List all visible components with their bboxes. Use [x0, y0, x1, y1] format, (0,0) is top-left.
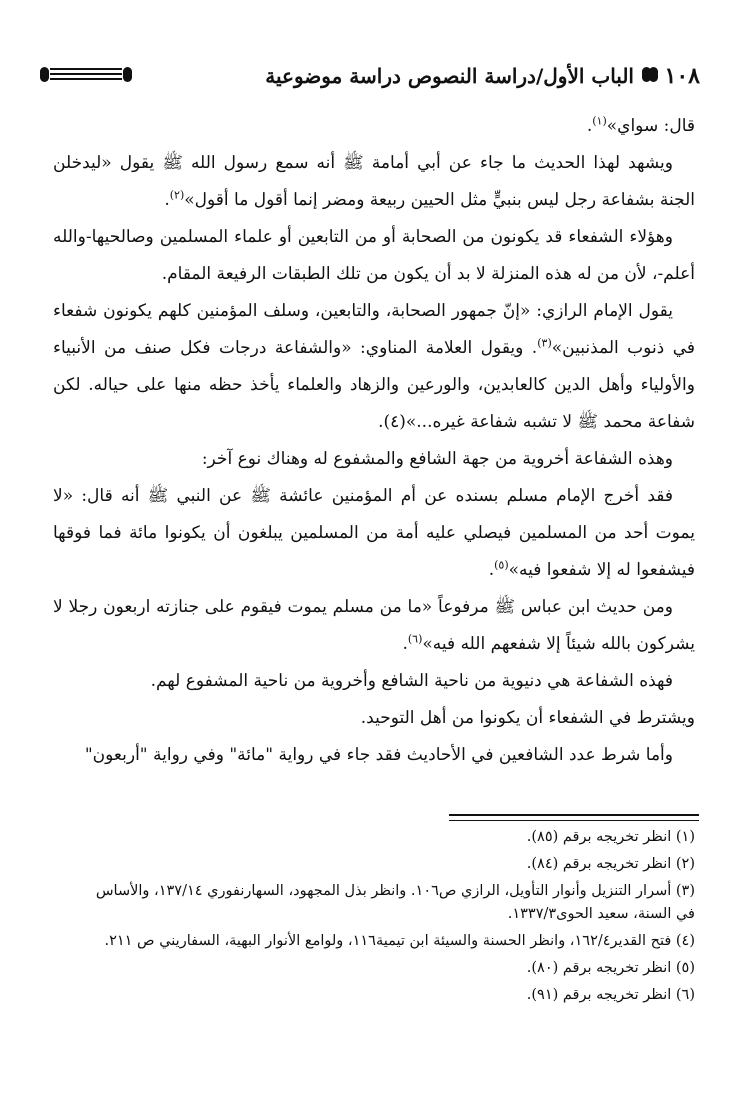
paragraph: فقد أخرج الإمام مسلم بسنده عن أم المؤمنين عائشة ﷺ عن النبي ﷺ أنه قال: «لا يموت أحد من المسلمين فيصلي عليه أمة من المسلمين يبلغون أن يكونوا مائة فما فوقها فيشفعوا له إلا شفعوا فيه»$^{(٥)}$.: [53, 486, 695, 580]
paragraph: وهؤلاء الشفعاء قد يكونون من الصحابة أو من التابعين أو علماء المسلمين وصالحيها-والله أعلم-، لأن من له هذه المنزلة لا بد أن يكون من تلك الطبقات الرفيعة المقام.: [53, 227, 695, 284]
footnotes: [75, 826, 695, 1011]
footnote: (٦) انظر تخريجه برقم (٩١).: [526, 987, 695, 1003]
footnote: (٣) أسرار التنزيل وأنوار التأويل، الرازي ص١٠٦. وانظر بذل المجهود، السهارنفوري ١٣٧/١٤، والأساس في السنة، سعيد الحوى١٣٣٧/٣.: [95, 883, 695, 922]
footnote: (٥) انظر تخريجه برقم (٨٠).: [526, 960, 695, 976]
paragraph: يقول الإمام الرازي: «إنّ جمهور الصحابة، والتابعين، وسلف المؤمنين كلهم يكونون شفعاء في ذنوب المذنبين»$^{(٣)}$. ويقول العلامة المناوي: «والشفاعة درجات فكل صنف من الأنبياء والأولياء وأهل الدين كالعابدين، والورعين والزهاد والعلماء يأخذ حظه منها على حياله. لكن شفاعة محمد ﷺ لا تشبه شفاعة غيره...»(٤).: [53, 301, 695, 432]
page-header: [40, 58, 700, 94]
paragraph: وأما شرط عدد الشافعين في الأحاديث فقد جاء في رواية "مائة" وفي رواية "أربعون": [84, 745, 673, 765]
footnote-ref[interactable]: (٣): [537, 336, 552, 350]
header-ornament-right: [642, 67, 658, 81]
paragraph: ومن حديث ابن عباس ﷺ مرفوعاً «ما من مسلم يموت فيقوم على جنازته اربعون رجلا لا يشركون بالله شيئاً إلا شفعهم الله فيه»$^{(٦)}$.: [53, 597, 695, 654]
paragraph: فهذه الشفاعة هي دنيوية من ناحية الشافع وأخروية من ناحية المشفوع لهم.: [150, 671, 673, 691]
footnote-separator: [449, 820, 699, 821]
footnote-ref[interactable]: (٥): [494, 558, 509, 572]
footnote-ref[interactable]: (٦): [407, 632, 423, 646]
header-ornament-left: [40, 67, 132, 81]
footnote: (٤) فتح القدير١٦٢/٤، وانظر الحسنة والسيئة ابن تيمية١١٦، ولوامع الأنوار البهية، السفاريني ص ٢١١.: [104, 933, 695, 949]
paragraph: ويشترط في الشفعاء أن يكونوا من أهل التوحيد.: [360, 708, 695, 728]
footnote-separator: [449, 814, 699, 816]
footnote-ref[interactable]: (٢): [169, 188, 185, 202]
main-text: [53, 108, 695, 774]
footnote: (١) انظر تخريجه برقم (٨٥).: [526, 829, 695, 845]
running-head: الباب الأول/دراسة النصوص دراسة موضوعية: [265, 64, 634, 88]
paragraph: وهذه الشفاعة أخروية من جهة الشافع والمشفوع له وهناك نوع آخر:: [201, 449, 673, 469]
footnote: (٢) انظر تخريجه برقم (٨٤).: [526, 856, 695, 872]
paragraph: قال: سواي»$^{(١)}$.: [586, 114, 695, 136]
footnote-ref[interactable]: (١): [592, 114, 607, 128]
page-number: ١٠٨: [664, 63, 700, 89]
paragraph: ويشهد لهذا الحديث ما جاء عن أبي أمامة ﷺ أنه سمع رسول الله ﷺ يقول «ليدخلن الجنة بشفاعة رجل ليس بنبيٍّ مثل الحيين ربيعة ومضر إنما أقول ما أقول»$^{(٢)}$.: [53, 153, 695, 210]
